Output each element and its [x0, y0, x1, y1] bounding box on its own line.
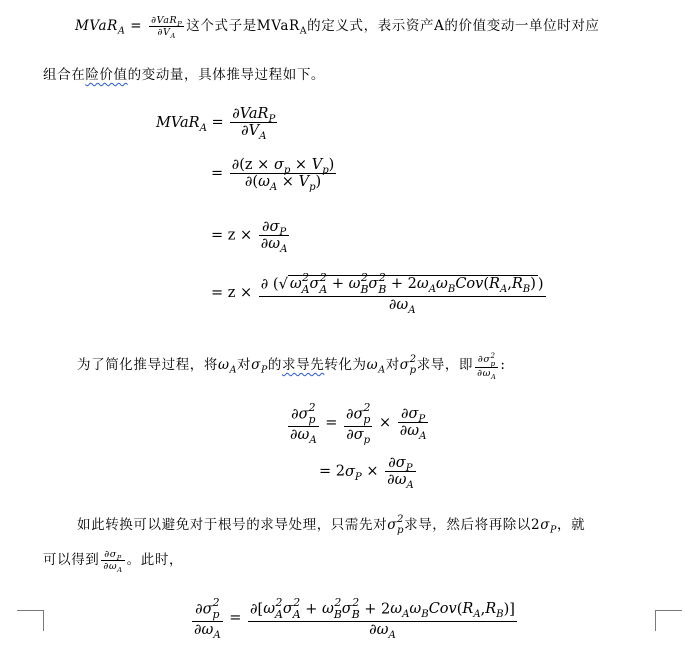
underlined-term-risk-value: 险价值 [85, 67, 128, 83]
mvar-inline-formula: MVaR$_A$ [75, 18, 126, 37]
paragraph-3-text-a: 如此转换可以避免对于根号的求导处理，只需先对 [77, 517, 388, 533]
equation-line-6: = $2\sigma_P$ × $\frac{\partial\sigma_P}{\partial\omega_A}$ [319, 455, 414, 491]
paragraph-2-text-d: 转化为 [324, 357, 367, 374]
paragraph-1-line-1: MVaR$_A$ = $\frac{\partial VaR_P}{\partial V_A}$ 这个式子是MVaR$_A$的定义式，表示资产A的价值变动一单位时对应 [75, 15, 600, 40]
paragraph-1-line-2-post: 的变动量，具体推导过程如下。 [127, 67, 326, 83]
equation-line-2: = $\frac{\partial(z \times \sigma_p \times V_p)}{\partial(\omega_A \times V_p)}$ [211, 157, 335, 193]
page-corner-mark-right [655, 610, 682, 631]
equation-line-5: ∂σ 2 p $\partial\omega_A$ = ∂σ 2 p $\partial\sigma_p$ × $\frac{\partial\sigma_P}{\partial\omega_A}$ [290, 401, 427, 446]
paragraph-3-text-d: 可以得到 [43, 552, 100, 568]
page-corner-mark-left [17, 610, 44, 631]
paragraph-2-text-a: 为了简化推导过程，将 [77, 357, 218, 374]
paragraph-1-line-2 [43, 63, 325, 83]
paragraph-2-text-e: 对 [385, 357, 400, 374]
paragraph-2-text-c: 的 [267, 357, 283, 374]
equation-line-4: = z × ∂ (√ ω 2 A σ 2 A + ω 2 B σ 2 B + $2\omega_A\omega_BCov(R_A,R_B)$ ) $\partial\omega_A$ [211, 271, 544, 316]
paragraph-1-sub: A [299, 25, 308, 37]
paragraph-3-text-c: ，就 [557, 517, 586, 533]
paragraph-3-text-e: 。此时， [126, 552, 184, 568]
equation-line-7: ∂σ 2 p $\partial\omega_A$ = ∂[ω 2 A σ 2 A + ω 2 B σ 2 B + $2\omega_A\omega_BCov(R_A,R_B)$] $\partial\omega_A$ [194, 596, 515, 641]
equation-line-1: MVaR$_A$ = $\frac{\partial VaR_P}{\partial V_A}$ [156, 106, 276, 142]
inline-fraction-dvarp-dva: $\frac{\partial VaR_P}{\partial V_A}$ [151, 15, 183, 40]
paragraph-2-text-b: 对 [237, 357, 252, 374]
paragraph-2-text-f: 求导，即 [416, 357, 474, 374]
paragraph-3-line-2: 可以得到 $\frac{\partial\sigma_P}{\partial\omega_A}$ 。此时， [43, 549, 184, 574]
equation-line-3: = z × $\frac{\partial\sigma_P}{\partial\omega_A}$ [211, 219, 288, 255]
paragraph-2-text-g: : [500, 357, 506, 374]
paragraph-1-line-2-pre: 组合在 [43, 67, 86, 83]
paragraph-1-text-a: 这个式子是MVaR [186, 18, 300, 34]
underlined-term-derivative-first: 求导先 [282, 357, 325, 374]
paragraph-3-line-1: 如此转换可以避免对于根号的求导处理，只需先对σ 2 p 求导，然后将再除以$2\sigma_P$，就 [77, 513, 586, 536]
paragraph-3-text-b: 求导，然后将再除以 [404, 517, 532, 533]
paragraph-1-text-b: 的定义式，表示资产A的价值变动一单位时对应 [307, 18, 600, 34]
paragraph-2: 为了简化推导过程，将$\omega_A$对$\sigma_P$的求导先转化为$\omega_A$对σ 2 p 求导，即 ∂σ 2 p $\partial\omega_A$ : [77, 351, 506, 382]
